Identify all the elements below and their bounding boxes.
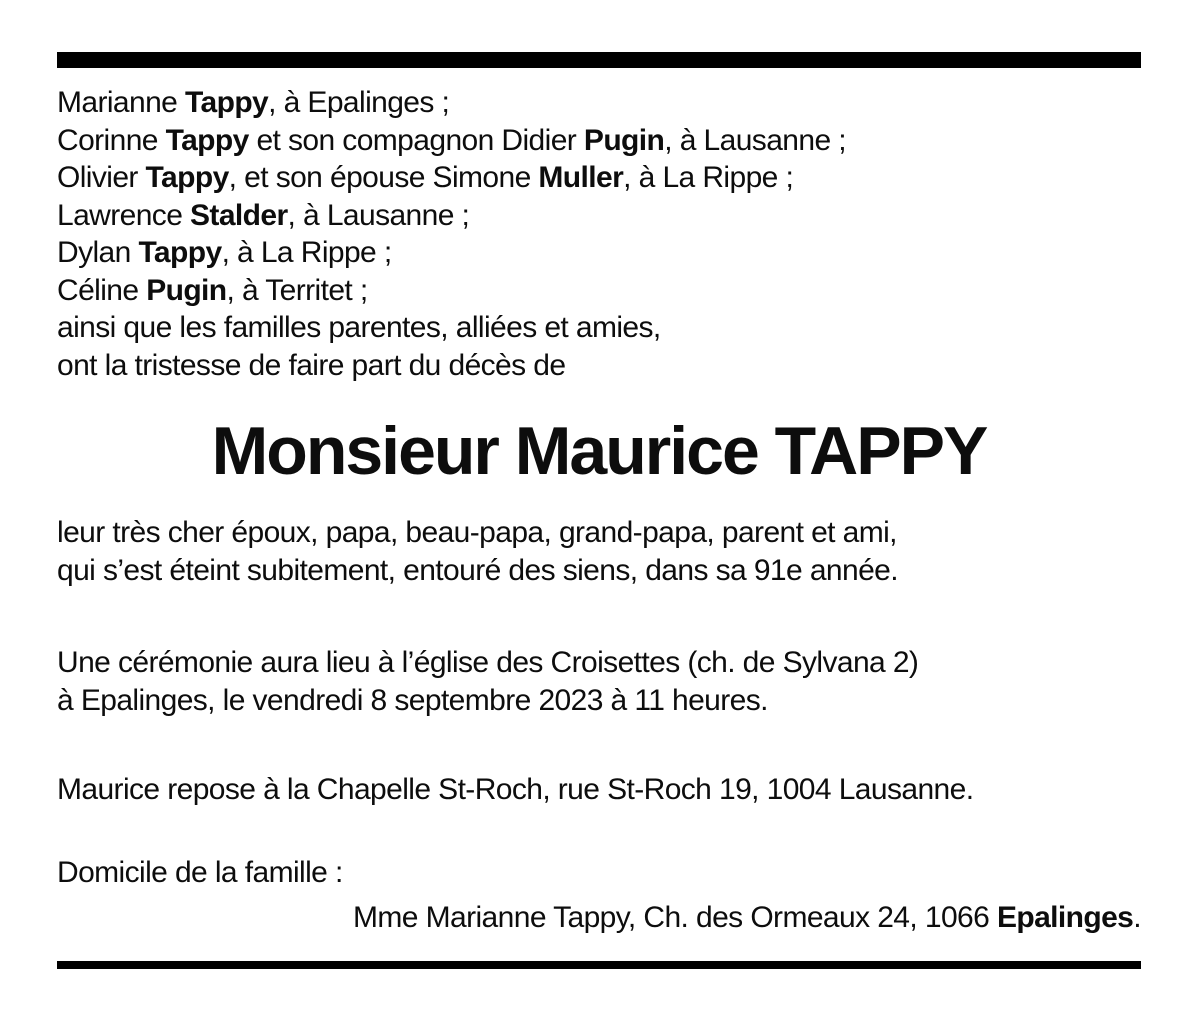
repose-line: Maurice repose à la Chapelle St-Roch, rue St-Roch 19, 1004 Lausanne. bbox=[57, 773, 974, 806]
family-line bbox=[57, 84, 1141, 122]
text-run: , et son épouse Simone bbox=[228, 161, 539, 194]
family-line bbox=[57, 347, 1141, 385]
text-run: . bbox=[1133, 901, 1141, 934]
text-run: Marianne bbox=[57, 86, 186, 119]
family-line bbox=[57, 309, 1141, 347]
text-run: , à Lausanne ; bbox=[664, 123, 847, 157]
text-line: qui s’est éteint subitement, entouré des siens, dans sa 91e année. bbox=[57, 553, 898, 587]
family-line bbox=[57, 234, 1141, 272]
text-run: Céline bbox=[57, 273, 147, 307]
family-lines bbox=[57, 84, 1141, 384]
family-line bbox=[57, 197, 1141, 235]
deceased-name: Monsieur Maurice TAPPY bbox=[211, 413, 987, 489]
text-run: , à Epalinges ; bbox=[268, 86, 450, 119]
text-run: Mme Marianne Tappy, Ch. des Ormeaux 24, 1066 bbox=[353, 901, 997, 934]
text-run: ainsi que les familles parentes, alliées et amies, bbox=[57, 311, 661, 344]
text-run: Corinne bbox=[57, 123, 166, 157]
bottom-rule bbox=[57, 961, 1141, 969]
text-run: , à Lausanne ; bbox=[287, 198, 470, 232]
ceremony-lines bbox=[57, 644, 1141, 719]
text-line: à Epalinges, le vendredi 8 septembre 2023 à 11 heures. bbox=[57, 683, 768, 717]
family-line bbox=[57, 122, 1141, 160]
domicile-label: Domicile de la famille : bbox=[57, 855, 343, 889]
text-run: , à La Rippe ; bbox=[221, 236, 392, 269]
text-run: Stalder bbox=[190, 198, 288, 232]
text-run: Tappy bbox=[165, 123, 249, 157]
text-run: Pugin bbox=[583, 123, 665, 157]
text-run: , à La Rippe ; bbox=[623, 161, 794, 194]
tribute-lines bbox=[57, 514, 1141, 589]
text-run: Olivier bbox=[57, 161, 146, 194]
text-run: Pugin bbox=[146, 273, 227, 307]
text-run: Epalinges bbox=[996, 901, 1134, 934]
family-line bbox=[57, 272, 1141, 310]
text-run: Tappy bbox=[145, 161, 229, 194]
text-run: , à Territet ; bbox=[226, 273, 368, 307]
text-run: ont la tristesse de faire part du décès de bbox=[57, 348, 566, 382]
text-run: Tappy bbox=[138, 236, 222, 269]
text-line: Une cérémonie aura lieu à l’église des Croisettes (ch. de Sylvana 2) bbox=[57, 646, 919, 679]
text-run: et son compagnon Didier bbox=[248, 123, 584, 157]
text-line: leur très cher époux, papa, beau-papa, grand-papa, parent et ami, bbox=[57, 516, 897, 549]
family-line bbox=[57, 159, 1141, 197]
text-run: Lawrence bbox=[57, 198, 191, 232]
text-run: Muller bbox=[538, 161, 624, 194]
top-rule bbox=[57, 52, 1141, 68]
domicile-address bbox=[57, 899, 1141, 937]
text-run: Tappy bbox=[185, 86, 269, 119]
text-run: Dylan bbox=[57, 236, 139, 269]
